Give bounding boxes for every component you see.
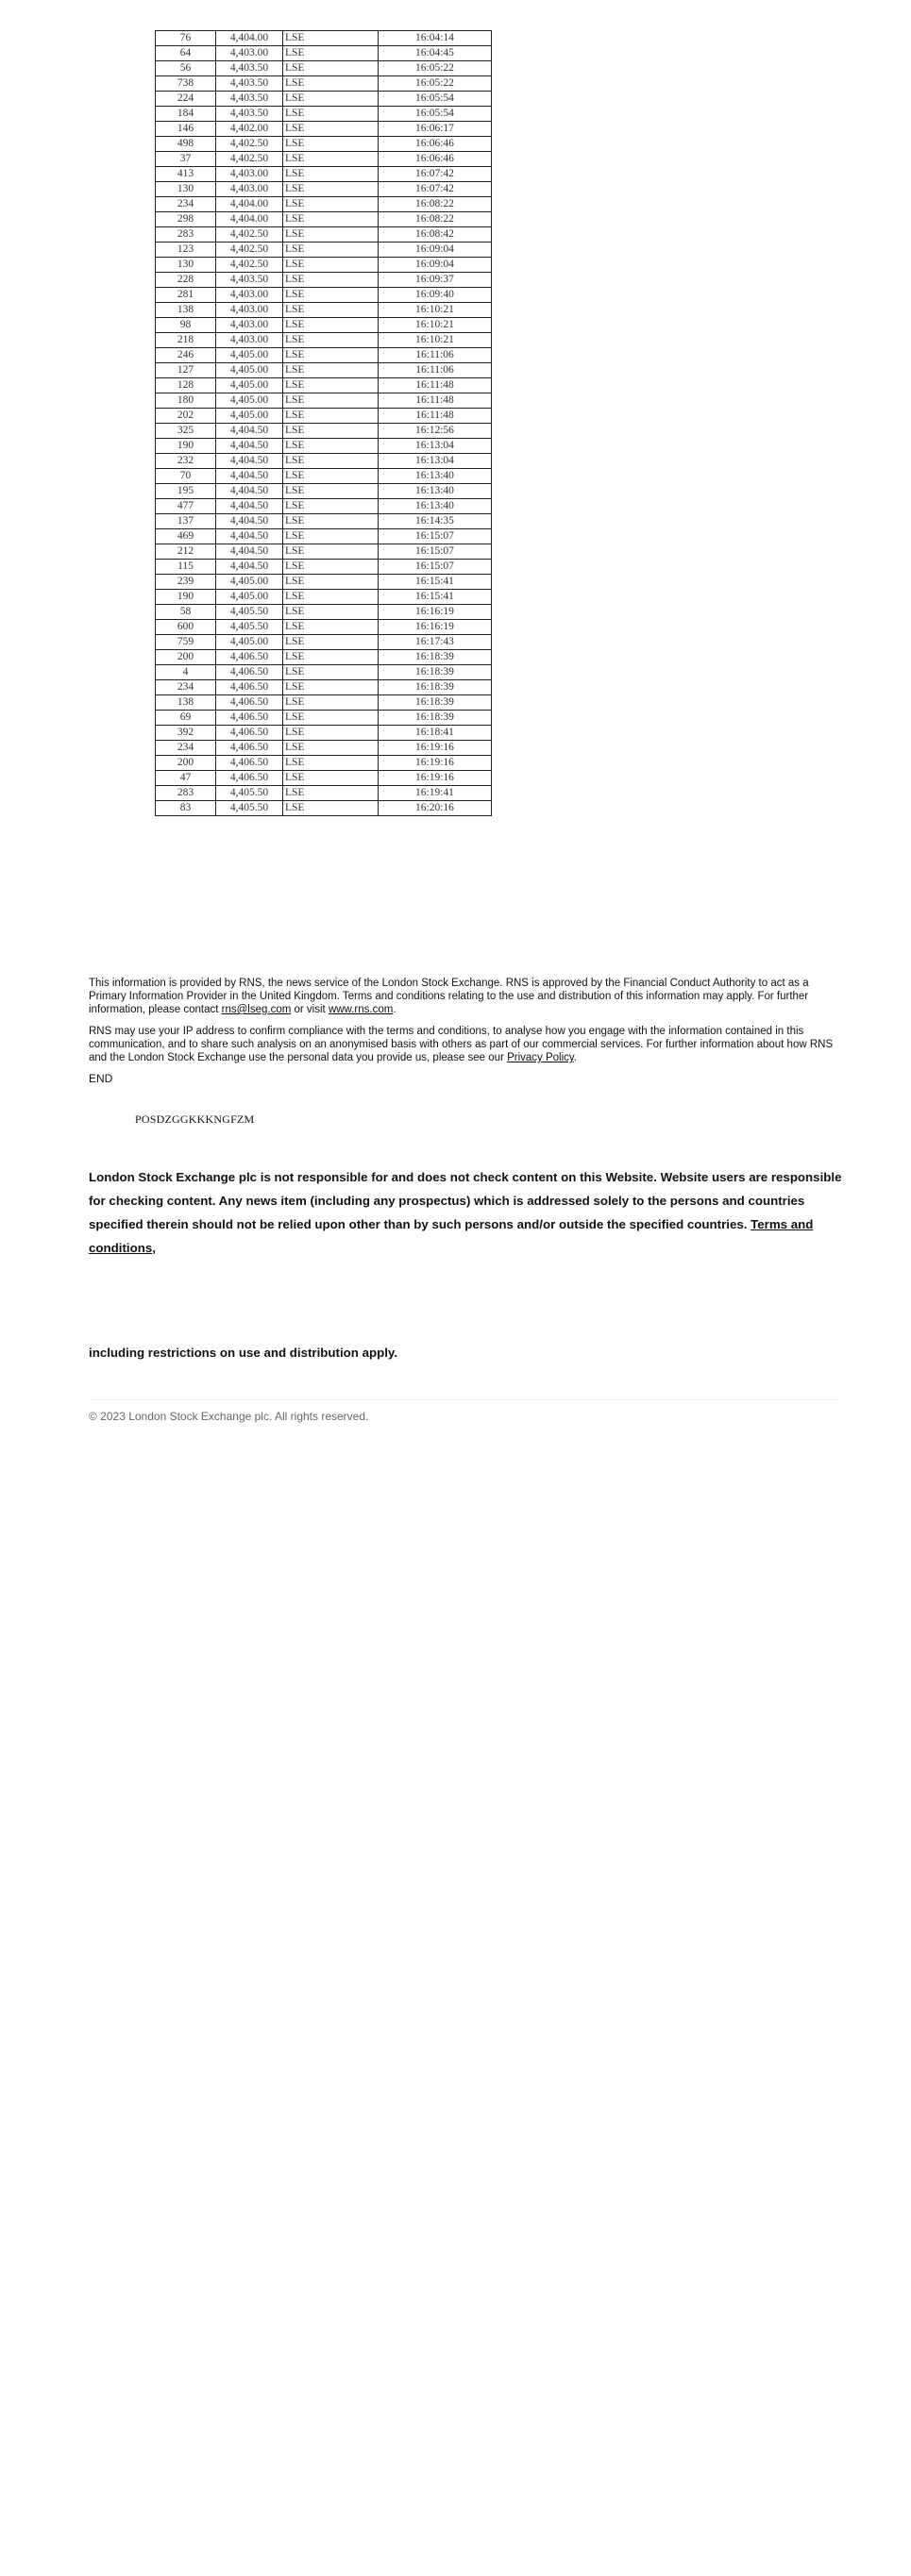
- trade-venue-cell: LSE: [283, 318, 379, 333]
- trade-volume-cell: 283: [156, 227, 216, 243]
- trade-time-cell: 16:15:41: [379, 590, 492, 605]
- trade-venue-cell: LSE: [283, 741, 379, 756]
- trade-volume-cell: 234: [156, 680, 216, 695]
- table-row: [156, 152, 492, 167]
- trade-volume-cell: 123: [156, 243, 216, 258]
- trade-price-cell: 4,406.50: [216, 771, 283, 786]
- trade-venue-cell: LSE: [283, 605, 379, 620]
- rns-notice-text-end: .: [393, 1004, 396, 1015]
- table-row: [156, 454, 492, 469]
- trade-price-cell: 4,405.50: [216, 605, 283, 620]
- trade-time-cell: 16:05:22: [379, 76, 492, 92]
- trade-time-cell: 16:18:41: [379, 726, 492, 741]
- trade-volume-cell: 239: [156, 575, 216, 590]
- table-row: [156, 363, 492, 378]
- trade-price-cell: 4,404.50: [216, 544, 283, 560]
- disclaimer-text: London Stock Exchange plc is not responsible for and does not check content on this Website. Website users are responsible for checking content. Any news item (including any prospectus) which is addressed solely to the persons and countries specified therein should not be relied upon other than by such persons and/or outside the specified countries.: [89, 1170, 842, 1231]
- trade-price-cell: 4,402.50: [216, 152, 283, 167]
- trade-volume-cell: 115: [156, 560, 216, 575]
- trade-price-cell: 4,406.50: [216, 665, 283, 680]
- table-row: [156, 393, 492, 409]
- trade-volume-cell: 130: [156, 258, 216, 273]
- trade-venue-cell: LSE: [283, 454, 379, 469]
- trade-venue-cell: LSE: [283, 107, 379, 122]
- trade-time-cell: 16:10:21: [379, 318, 492, 333]
- table-row: [156, 635, 492, 650]
- table-row: [156, 46, 492, 61]
- trade-price-cell: 4,404.50: [216, 499, 283, 514]
- table-row: [156, 575, 492, 590]
- table-row: [156, 514, 492, 529]
- trade-price-cell: 4,404.50: [216, 514, 283, 529]
- trade-time-cell: 16:19:16: [379, 756, 492, 771]
- trade-venue-cell: LSE: [283, 227, 379, 243]
- trade-time-cell: 16:11:06: [379, 363, 492, 378]
- table-row: [156, 167, 492, 182]
- trade-volume-cell: 47: [156, 771, 216, 786]
- trade-time-cell: 16:18:39: [379, 665, 492, 680]
- trade-volume-cell: 469: [156, 529, 216, 544]
- table-row: [156, 197, 492, 212]
- trade-time-cell: 16:18:39: [379, 680, 492, 695]
- end-marker: END: [89, 1072, 113, 1085]
- terms-and-conditions-link[interactable]: Terms and conditions: [89, 1217, 814, 1255]
- trade-price-cell: 4,405.00: [216, 378, 283, 393]
- table-row: [156, 243, 492, 258]
- trade-time-cell: 16:11:06: [379, 348, 492, 363]
- trade-price-cell: 4,403.50: [216, 76, 283, 92]
- trade-venue-cell: LSE: [283, 590, 379, 605]
- trade-price-cell: 4,403.50: [216, 273, 283, 288]
- trade-price-cell: 4,406.50: [216, 695, 283, 711]
- trade-price-cell: 4,403.00: [216, 182, 283, 197]
- trade-volume-cell: 246: [156, 348, 216, 363]
- trade-volume-cell: 138: [156, 695, 216, 711]
- trade-time-cell: 16:11:48: [379, 409, 492, 424]
- trade-volume-cell: 37: [156, 152, 216, 167]
- trade-price-cell: 4,404.50: [216, 529, 283, 544]
- trade-time-cell: 16:06:46: [379, 152, 492, 167]
- trade-price-cell: 4,405.50: [216, 801, 283, 816]
- trade-price-cell: 4,405.00: [216, 590, 283, 605]
- privacy-policy-link[interactable]: Privacy Policy: [507, 1052, 574, 1063]
- trade-time-cell: 16:09:37: [379, 273, 492, 288]
- trade-time-cell: 16:16:19: [379, 620, 492, 635]
- trade-price-cell: 4,406.50: [216, 650, 283, 665]
- table-row: [156, 348, 492, 363]
- trade-volume-cell: 58: [156, 605, 216, 620]
- trade-price-cell: 4,404.00: [216, 31, 283, 46]
- table-row: [156, 786, 492, 801]
- trade-time-cell: 16:08:42: [379, 227, 492, 243]
- table-row: [156, 680, 492, 695]
- trade-time-cell: 16:20:16: [379, 801, 492, 816]
- trade-price-cell: 4,405.50: [216, 786, 283, 801]
- trade-time-cell: 16:15:07: [379, 529, 492, 544]
- trade-time-cell: 16:07:42: [379, 167, 492, 182]
- trade-time-cell: 16:09:40: [379, 288, 492, 303]
- trade-volume-cell: 146: [156, 122, 216, 137]
- trade-time-cell: 16:05:54: [379, 107, 492, 122]
- trade-venue-cell: LSE: [283, 711, 379, 726]
- trade-time-cell: 16:18:39: [379, 695, 492, 711]
- table-row: [156, 333, 492, 348]
- trade-volume-cell: 56: [156, 61, 216, 76]
- trade-price-cell: 4,404.00: [216, 197, 283, 212]
- trade-price-cell: 4,403.00: [216, 318, 283, 333]
- table-row: [156, 122, 492, 137]
- trade-price-cell: 4,405.00: [216, 635, 283, 650]
- trade-volume-cell: 234: [156, 197, 216, 212]
- trade-price-cell: 4,405.00: [216, 409, 283, 424]
- trade-price-cell: 4,404.50: [216, 560, 283, 575]
- trade-time-cell: 16:05:22: [379, 61, 492, 76]
- table-row: [156, 726, 492, 741]
- trade-venue-cell: LSE: [283, 258, 379, 273]
- trade-time-cell: 16:09:04: [379, 243, 492, 258]
- trade-time-cell: 16:11:48: [379, 393, 492, 409]
- table-row: [156, 711, 492, 726]
- trade-volume-cell: 413: [156, 167, 216, 182]
- trade-venue-cell: LSE: [283, 484, 379, 499]
- trade-price-cell: 4,404.50: [216, 484, 283, 499]
- trade-venue-cell: LSE: [283, 469, 379, 484]
- trade-time-cell: 16:18:39: [379, 711, 492, 726]
- trade-volume-cell: 759: [156, 635, 216, 650]
- trade-volume-cell: 200: [156, 650, 216, 665]
- trade-volume-cell: 392: [156, 726, 216, 741]
- trade-volume-cell: 228: [156, 273, 216, 288]
- table-row: [156, 288, 492, 303]
- trade-volume-cell: 281: [156, 288, 216, 303]
- trade-venue-cell: LSE: [283, 424, 379, 439]
- trade-price-cell: 4,406.50: [216, 741, 283, 756]
- trade-price-cell: 4,402.50: [216, 227, 283, 243]
- trade-volume-cell: 127: [156, 363, 216, 378]
- trade-time-cell: 16:06:46: [379, 137, 492, 152]
- rns-notice-text: This information is provided by RNS, the news service of the London Stock Exchange. RNS is approved by the Financial Conduct Authority to act as a Primary Information Provider in the United Kingdom. Terms and conditions relating to the use and distribution of this information may apply. For further information, please contact: [89, 978, 809, 1015]
- trade-venue-cell: LSE: [283, 288, 379, 303]
- rns-privacy-text-end: .: [573, 1052, 577, 1063]
- table-row: [156, 439, 492, 454]
- trade-venue-cell: LSE: [283, 756, 379, 771]
- trade-time-cell: 16:11:48: [379, 378, 492, 393]
- trade-time-cell: 16:17:43: [379, 635, 492, 650]
- table-row: [156, 665, 492, 680]
- trade-price-cell: 4,405.00: [216, 363, 283, 378]
- table-row: [156, 605, 492, 620]
- table-row: [156, 303, 492, 318]
- rns-notice-paragraph: [89, 977, 840, 1016]
- table-row: [156, 61, 492, 76]
- trade-volume-cell: 232: [156, 454, 216, 469]
- trade-price-cell: 4,406.50: [216, 711, 283, 726]
- trade-time-cell: 16:09:04: [379, 258, 492, 273]
- trade-venue-cell: LSE: [283, 348, 379, 363]
- trade-price-cell: 4,406.50: [216, 680, 283, 695]
- trade-venue-cell: LSE: [283, 726, 379, 741]
- trade-venue-cell: LSE: [283, 514, 379, 529]
- trade-venue-cell: LSE: [283, 76, 379, 92]
- trade-venue-cell: LSE: [283, 273, 379, 288]
- trade-venue-cell: LSE: [283, 560, 379, 575]
- trade-venue-cell: LSE: [283, 635, 379, 650]
- trade-venue-cell: LSE: [283, 409, 379, 424]
- trade-price-cell: 4,405.50: [216, 620, 283, 635]
- trade-venue-cell: LSE: [283, 695, 379, 711]
- table-row: [156, 650, 492, 665]
- trade-volume-cell: 283: [156, 786, 216, 801]
- trade-venue-cell: LSE: [283, 137, 379, 152]
- rns-website-link[interactable]: www.rns.com: [328, 1004, 394, 1015]
- trade-time-cell: 16:15:41: [379, 575, 492, 590]
- trade-venue-cell: LSE: [283, 46, 379, 61]
- trade-volume-cell: 325: [156, 424, 216, 439]
- table-row: [156, 227, 492, 243]
- trades-table: [155, 30, 492, 816]
- trade-price-cell: 4,404.50: [216, 439, 283, 454]
- trade-venue-cell: LSE: [283, 243, 379, 258]
- trade-venue-cell: LSE: [283, 771, 379, 786]
- trade-venue-cell: LSE: [283, 529, 379, 544]
- trade-volume-cell: 180: [156, 393, 216, 409]
- trade-volume-cell: 83: [156, 801, 216, 816]
- trade-volume-cell: 130: [156, 182, 216, 197]
- table-row: [156, 107, 492, 122]
- trade-volume-cell: 190: [156, 439, 216, 454]
- trade-time-cell: 16:08:22: [379, 212, 492, 227]
- trade-time-cell: 16:13:40: [379, 484, 492, 499]
- trade-volume-cell: 137: [156, 514, 216, 529]
- trade-price-cell: 4,403.50: [216, 107, 283, 122]
- trade-volume-cell: 738: [156, 76, 216, 92]
- trade-price-cell: 4,406.50: [216, 726, 283, 741]
- trade-time-cell: 16:13:04: [379, 439, 492, 454]
- trade-venue-cell: LSE: [283, 680, 379, 695]
- trade-price-cell: 4,403.50: [216, 61, 283, 76]
- trade-price-cell: 4,402.00: [216, 122, 283, 137]
- table-row: [156, 318, 492, 333]
- table-row: [156, 499, 492, 514]
- announcement-code: POSDZGGKKKNGFZM: [135, 1112, 255, 1126]
- table-row: [156, 76, 492, 92]
- trade-price-cell: 4,403.00: [216, 167, 283, 182]
- trades-table-body: [156, 31, 492, 816]
- trade-volume-cell: 498: [156, 137, 216, 152]
- trade-venue-cell: LSE: [283, 801, 379, 816]
- trade-time-cell: 16:04:45: [379, 46, 492, 61]
- trade-time-cell: 16:13:40: [379, 499, 492, 514]
- trade-time-cell: 16:15:07: [379, 544, 492, 560]
- trade-time-cell: 16:14:35: [379, 514, 492, 529]
- trade-volume-cell: 477: [156, 499, 216, 514]
- trade-time-cell: 16:13:04: [379, 454, 492, 469]
- trade-venue-cell: LSE: [283, 393, 379, 409]
- trade-venue-cell: LSE: [283, 378, 379, 393]
- rns-privacy-text: RNS may use your IP address to confirm compliance with the terms and conditions, to analyse how you engage with the information contained in this communication, and to share such analysis on an anonymised basis with others as part of our commercial services. For further information about how RNS and the London Stock Exchange use the personal data you provide us, please see our: [89, 1026, 834, 1063]
- trade-venue-cell: LSE: [283, 333, 379, 348]
- table-row: [156, 484, 492, 499]
- trade-volume-cell: 138: [156, 303, 216, 318]
- trade-volume-cell: 202: [156, 409, 216, 424]
- trade-price-cell: 4,404.50: [216, 469, 283, 484]
- table-row: [156, 92, 492, 107]
- trade-time-cell: 16:04:14: [379, 31, 492, 46]
- trade-venue-cell: LSE: [283, 303, 379, 318]
- trade-venue-cell: LSE: [283, 439, 379, 454]
- table-row: [156, 258, 492, 273]
- trade-price-cell: 4,406.50: [216, 756, 283, 771]
- trade-time-cell: 16:13:40: [379, 469, 492, 484]
- trade-volume-cell: 218: [156, 333, 216, 348]
- trade-venue-cell: LSE: [283, 92, 379, 107]
- trade-price-cell: 4,403.00: [216, 303, 283, 318]
- trade-venue-cell: LSE: [283, 363, 379, 378]
- trade-volume-cell: 195: [156, 484, 216, 499]
- table-row: [156, 212, 492, 227]
- trade-venue-cell: LSE: [283, 212, 379, 227]
- trade-venue-cell: LSE: [283, 575, 379, 590]
- table-row: [156, 544, 492, 560]
- trade-venue-cell: LSE: [283, 122, 379, 137]
- trade-time-cell: 16:08:22: [379, 197, 492, 212]
- trade-price-cell: 4,402.50: [216, 137, 283, 152]
- trade-venue-cell: LSE: [283, 167, 379, 182]
- table-row: [156, 31, 492, 46]
- trade-volume-cell: 298: [156, 212, 216, 227]
- trade-venue-cell: LSE: [283, 620, 379, 635]
- trade-volume-cell: 184: [156, 107, 216, 122]
- lse-disclaimer: [89, 1165, 844, 1260]
- trade-price-cell: 4,404.00: [216, 212, 283, 227]
- trade-venue-cell: LSE: [283, 499, 379, 514]
- table-row: [156, 560, 492, 575]
- table-row: [156, 590, 492, 605]
- trade-time-cell: 16:10:21: [379, 303, 492, 318]
- copyright-notice: © 2023 London Stock Exchange plc. All rights reserved.: [89, 1410, 369, 1423]
- table-row: [156, 771, 492, 786]
- table-row: [156, 529, 492, 544]
- trade-venue-cell: LSE: [283, 544, 379, 560]
- trade-volume-cell: 200: [156, 756, 216, 771]
- trade-price-cell: 4,403.00: [216, 288, 283, 303]
- trade-time-cell: 16:12:56: [379, 424, 492, 439]
- trade-volume-cell: 70: [156, 469, 216, 484]
- rns-email-link[interactable]: rns@lseg.com: [221, 1004, 292, 1015]
- rns-notice-text-mid: or visit: [291, 1004, 329, 1015]
- trade-price-cell: 4,404.50: [216, 454, 283, 469]
- table-row: [156, 137, 492, 152]
- trade-volume-cell: 212: [156, 544, 216, 560]
- table-row: [156, 424, 492, 439]
- trade-price-cell: 4,404.50: [216, 424, 283, 439]
- table-row: [156, 801, 492, 816]
- trade-venue-cell: LSE: [283, 786, 379, 801]
- trade-volume-cell: 69: [156, 711, 216, 726]
- trade-volume-cell: 64: [156, 46, 216, 61]
- trade-time-cell: 16:06:17: [379, 122, 492, 137]
- trade-volume-cell: 76: [156, 31, 216, 46]
- rns-privacy-paragraph: [89, 1025, 840, 1064]
- trade-price-cell: 4,402.50: [216, 243, 283, 258]
- trade-time-cell: 16:19:16: [379, 771, 492, 786]
- trade-venue-cell: LSE: [283, 61, 379, 76]
- disclaimer-end: ,: [152, 1241, 156, 1255]
- table-row: [156, 182, 492, 197]
- table-row: [156, 378, 492, 393]
- trade-venue-cell: LSE: [283, 31, 379, 46]
- trade-venue-cell: LSE: [283, 152, 379, 167]
- trade-time-cell: 16:10:21: [379, 333, 492, 348]
- footer-divider: [89, 1399, 840, 1400]
- table-row: [156, 273, 492, 288]
- trade-price-cell: 4,405.00: [216, 348, 283, 363]
- restrictions-text: including restrictions on use and distribution apply.: [89, 1346, 398, 1360]
- trade-time-cell: 16:07:42: [379, 182, 492, 197]
- table-row: [156, 756, 492, 771]
- trade-volume-cell: 224: [156, 92, 216, 107]
- trade-time-cell: 16:15:07: [379, 560, 492, 575]
- trade-price-cell: 4,402.50: [216, 258, 283, 273]
- trade-price-cell: 4,405.00: [216, 575, 283, 590]
- trade-venue-cell: LSE: [283, 650, 379, 665]
- trade-time-cell: 16:05:54: [379, 92, 492, 107]
- trade-time-cell: 16:19:16: [379, 741, 492, 756]
- trade-venue-cell: LSE: [283, 665, 379, 680]
- trade-volume-cell: 234: [156, 741, 216, 756]
- trade-volume-cell: 128: [156, 378, 216, 393]
- trade-venue-cell: LSE: [283, 197, 379, 212]
- trade-volume-cell: 98: [156, 318, 216, 333]
- trade-venue-cell: LSE: [283, 182, 379, 197]
- trade-time-cell: 16:19:41: [379, 786, 492, 801]
- trade-price-cell: 4,405.00: [216, 393, 283, 409]
- trade-price-cell: 4,403.00: [216, 46, 283, 61]
- trade-volume-cell: 4: [156, 665, 216, 680]
- trade-time-cell: 16:16:19: [379, 605, 492, 620]
- table-row: [156, 620, 492, 635]
- table-row: [156, 695, 492, 711]
- trade-price-cell: 4,403.00: [216, 333, 283, 348]
- table-row: [156, 469, 492, 484]
- trade-price-cell: 4,403.50: [216, 92, 283, 107]
- table-row: [156, 741, 492, 756]
- trade-time-cell: 16:18:39: [379, 650, 492, 665]
- table-row: [156, 409, 492, 424]
- trade-volume-cell: 190: [156, 590, 216, 605]
- trade-volume-cell: 600: [156, 620, 216, 635]
